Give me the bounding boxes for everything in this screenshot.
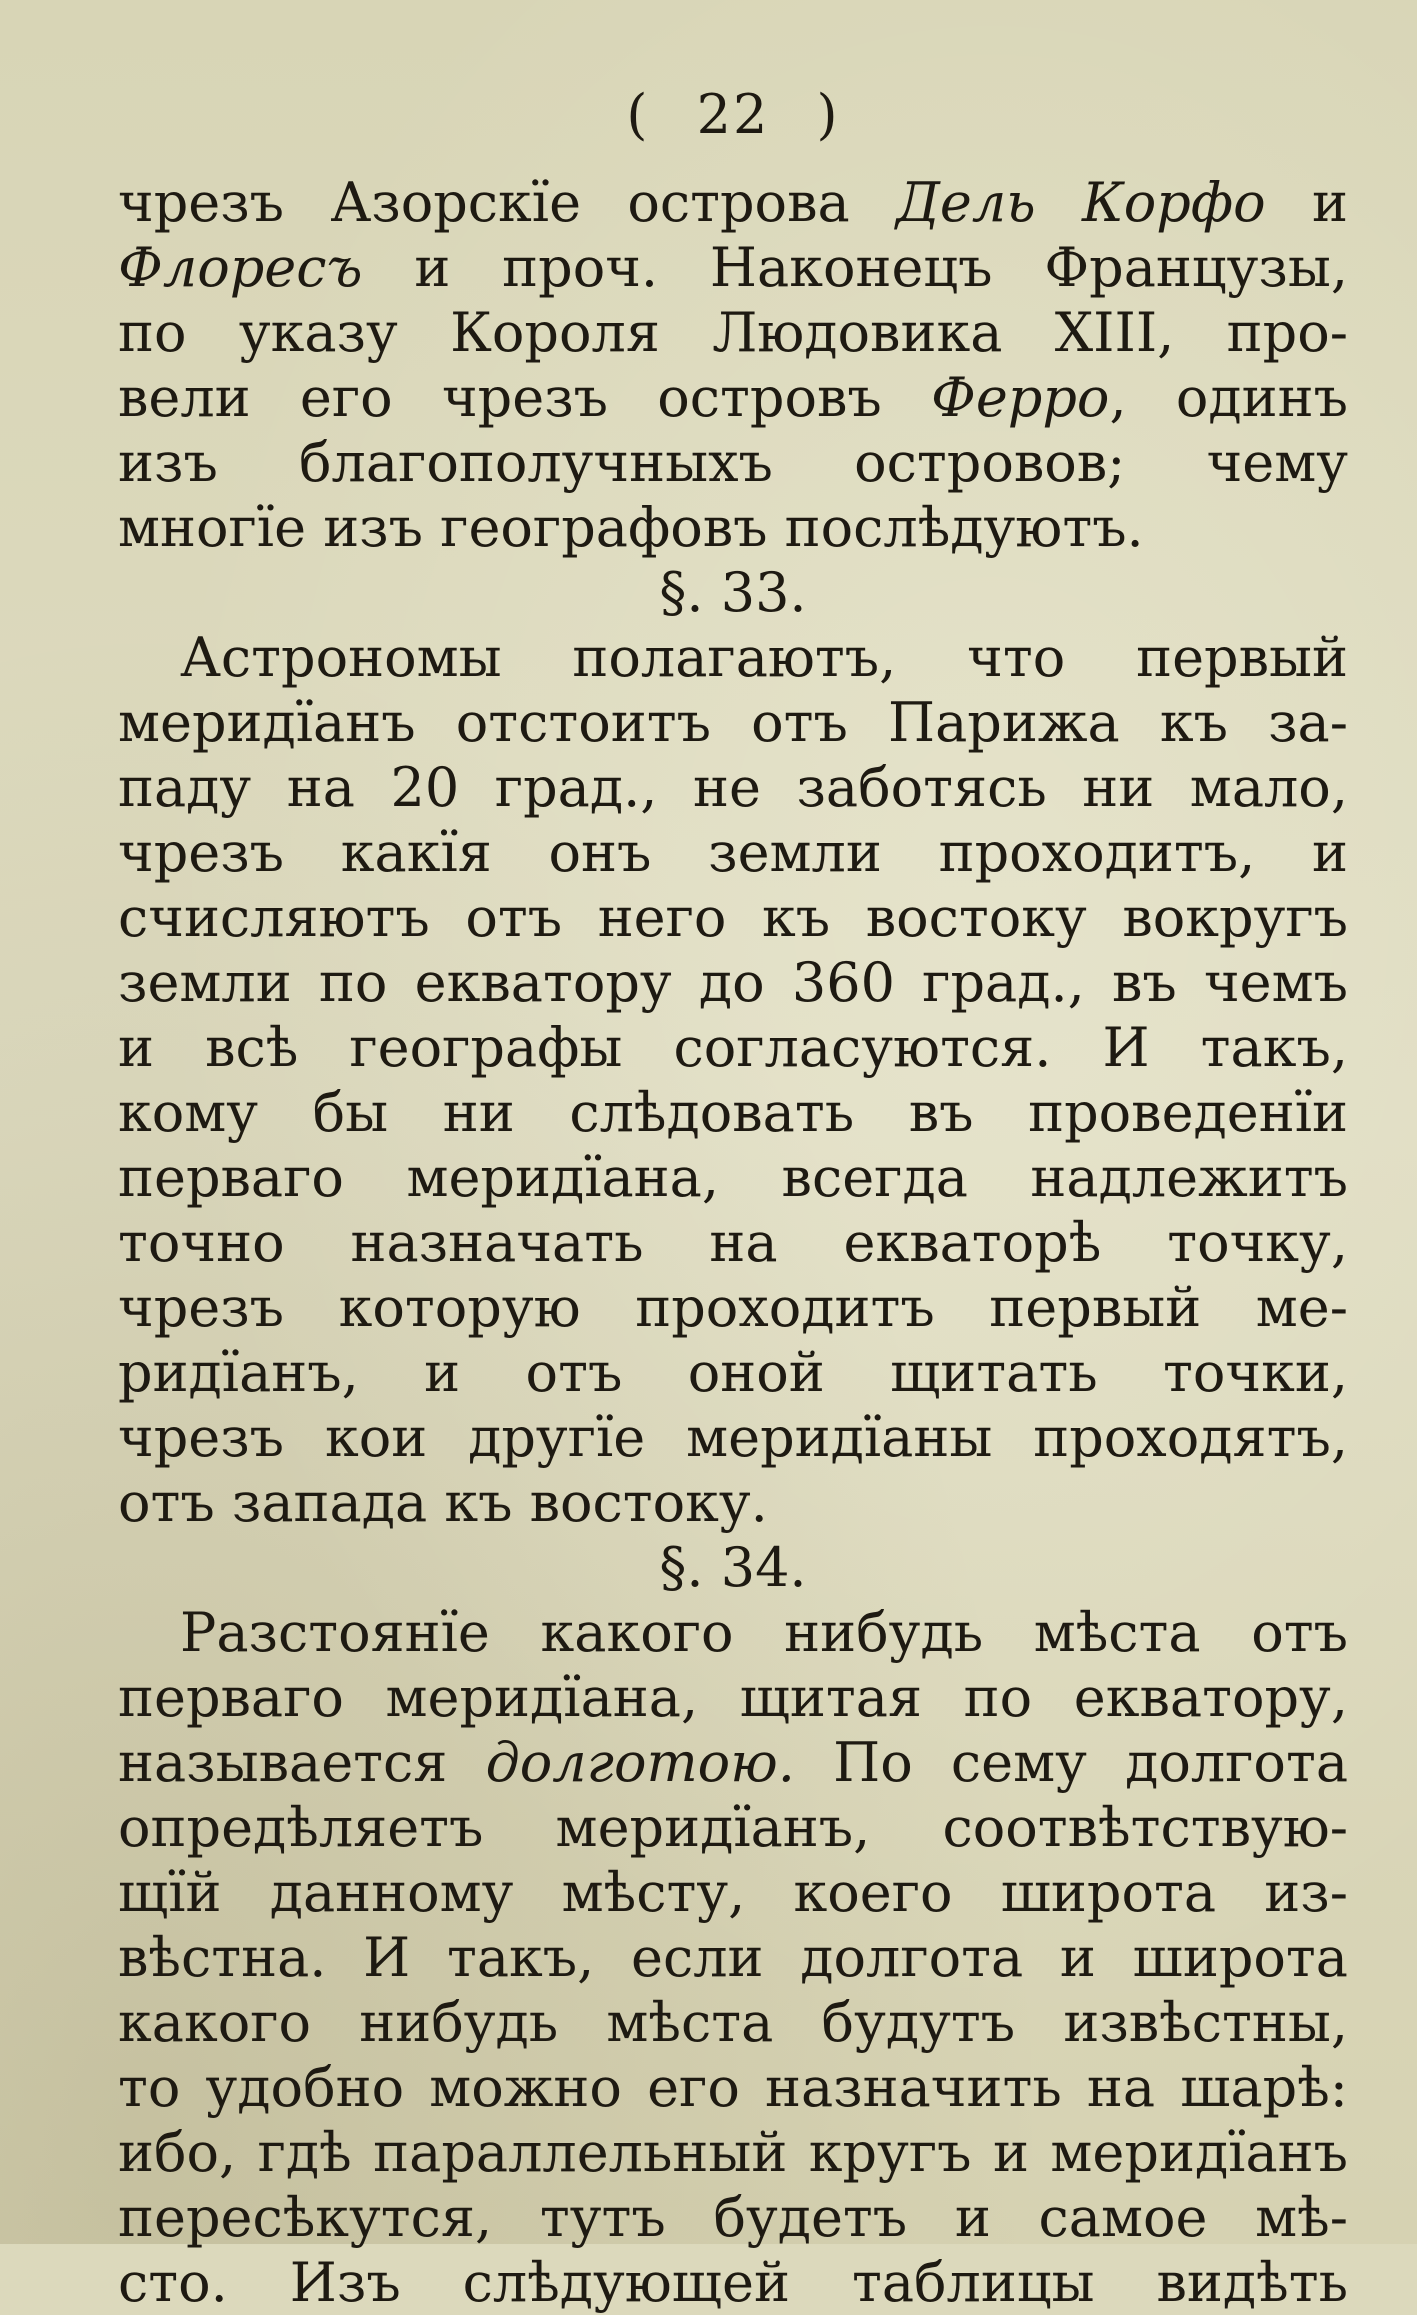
text-line: чрезъ какїя онъ земли проходитъ, и (118, 821, 1348, 884)
text-line: щїй данному мѣсту, коего широта из- (118, 1861, 1348, 1924)
page-number: 22 (696, 83, 770, 146)
text-line: по указу Короля Людовика XIII, про- (118, 301, 1348, 364)
text-line: какого нибудь мѣста будутъ извѣстны, (118, 1991, 1348, 2054)
page-text (118, 60, 1348, 2315)
term-longitude: долготою. (485, 1731, 795, 1794)
text-line: сто. Изъ слѣдующей таблицы видѣть (118, 2251, 1348, 2314)
section-heading: §. 33. (659, 561, 807, 624)
text-line: Разстоянїе какого нибудь мѣста отъ (180, 1601, 1348, 1664)
text-line: опредѣляетъ меридїанъ, соотвѣтствую- (118, 1796, 1348, 1859)
text-line: земли по екватору до 360 град., въ чемъ (118, 951, 1348, 1014)
text-line: точно назначать на екваторѣ точку, (118, 1211, 1348, 1274)
text-line: Флоресъ и проч. Наконецъ Французы, (118, 236, 1349, 299)
text-line: вѣстна. И такъ, если долгота и широта (118, 1926, 1348, 1989)
text-line: то удобно можно его назначить на шарѣ: (118, 2056, 1348, 2119)
text-line: паду на 20 град., не заботясь ни мало, (118, 756, 1348, 819)
open-paren: ( (626, 83, 650, 146)
text-line: кому бы ни слѣдовать въ проведенїи (118, 1081, 1348, 1144)
text-line: ридїанъ, и отъ оной щитать точки, (118, 1341, 1348, 1404)
text-line: пересѣкутся, тутъ будетъ и самое мѣ- (118, 2186, 1348, 2249)
text-line: ибо, гдѣ параллельный кругъ и меридїанъ (118, 2121, 1348, 2184)
text-line: изъ благополучныхъ островов; чему (118, 431, 1348, 494)
section-heading: §. 34. (659, 1536, 807, 1599)
text-line: перваго меридїана, щитая по екватору, (118, 1666, 1348, 1729)
page-header (118, 60, 1348, 170)
text-line: называется долготою. По сему долгота (118, 1731, 1349, 1794)
text-line: и всѣ географы согласуются. И такъ, (118, 1016, 1348, 1079)
close-paren: ) (816, 83, 840, 146)
text-line: вели его чрезъ островъ Ферро, одинъ (118, 366, 1348, 429)
text-line: отъ запада къ востоку. (118, 1471, 768, 1534)
text-line: чрезъ кои другїе меридїаны проходятъ, (118, 1406, 1348, 1469)
text-line: чрезъ Азорскїе острова Дель Корфо и (118, 171, 1348, 234)
text-line: многїе изъ географовъ послѣдуютъ. (118, 496, 1144, 559)
text-line: меридїанъ отстоитъ отъ Парижа къ за- (118, 691, 1348, 754)
text-line: Астрономы полагаютъ, что первый (180, 626, 1348, 689)
text-line: счисляютъ отъ него къ востоку вокругъ (118, 886, 1348, 949)
text-line: чрезъ которую проходитъ первый ме- (118, 1276, 1348, 1339)
text-line: перваго меридїана, всегда надлежитъ (118, 1146, 1348, 1209)
